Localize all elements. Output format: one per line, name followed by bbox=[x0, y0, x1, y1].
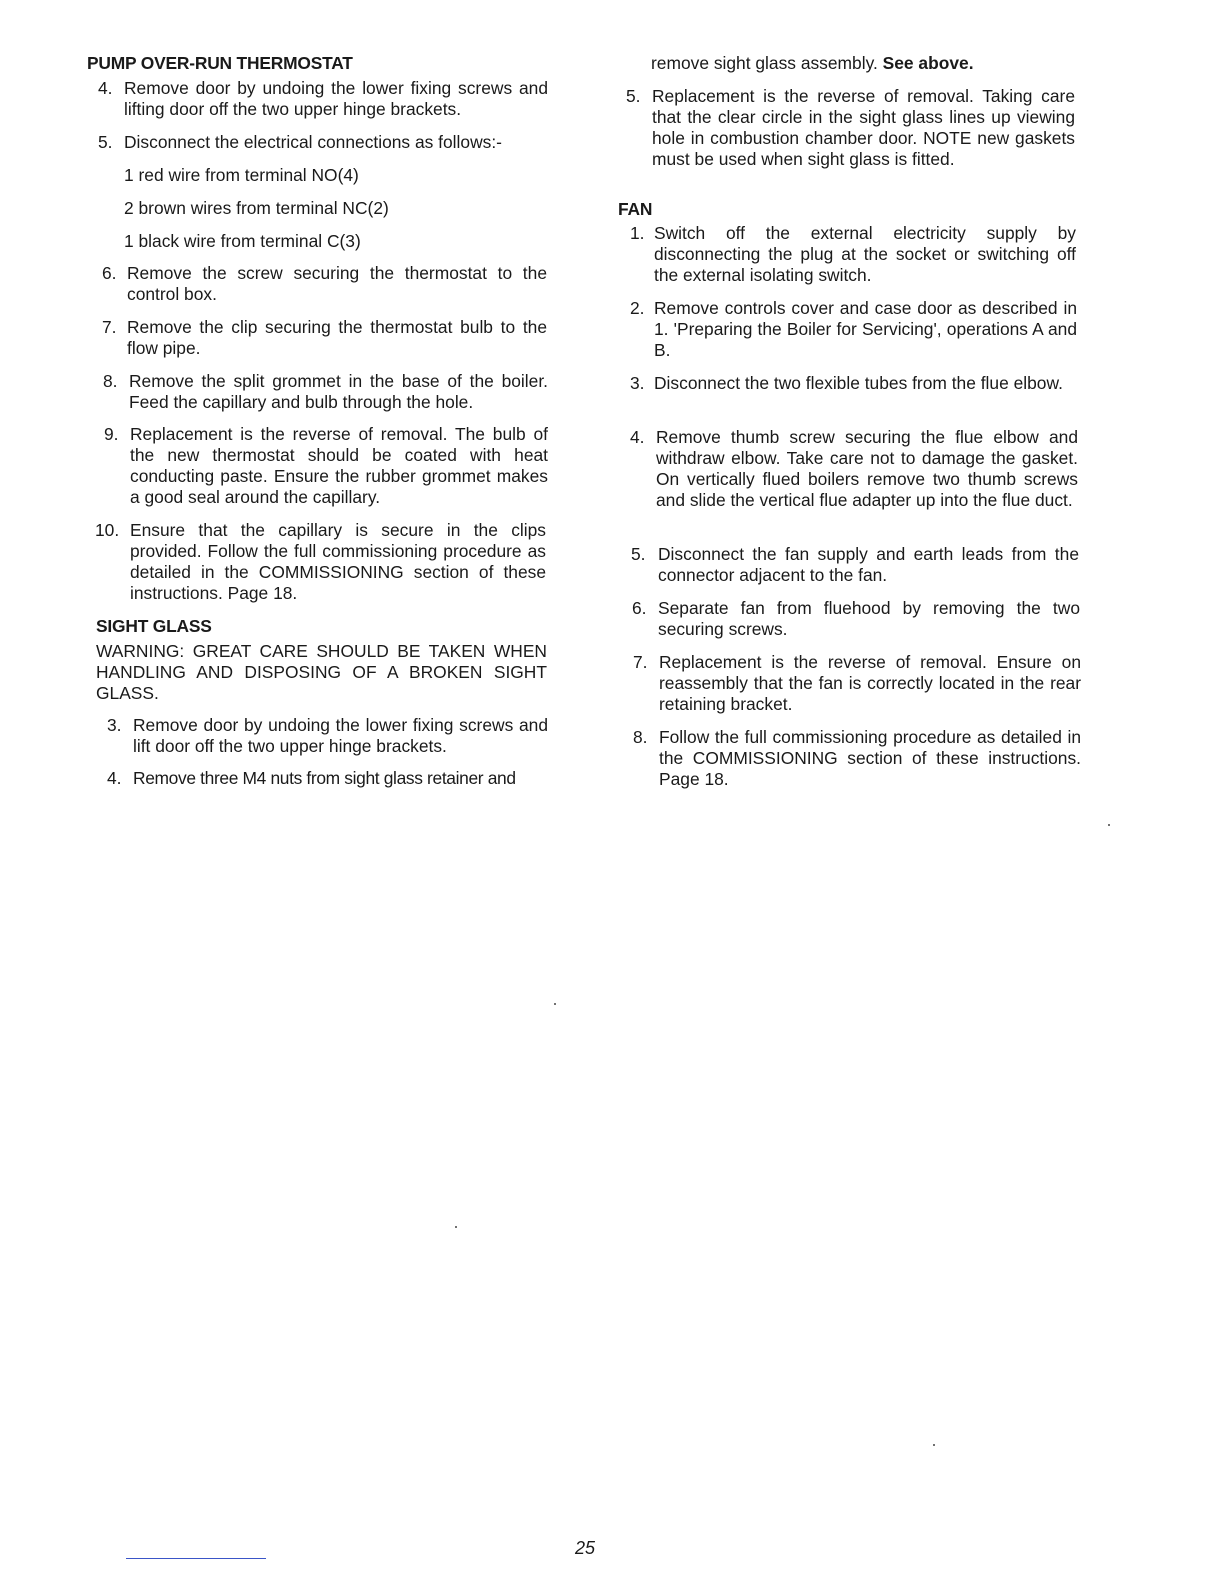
step-number: 9. bbox=[104, 424, 119, 444]
step-number: 5. bbox=[631, 544, 646, 564]
step-text: Disconnect the two flexible tubes from the flue elbow. bbox=[654, 373, 1063, 393]
step-number: 5. bbox=[626, 86, 641, 106]
step-text: Remove the split grommet in the base of the boiler. Feed the capillary and bulb through the hole. bbox=[129, 371, 548, 412]
step-text: Replacement is the reverse of removal. Taking care that the clear circle in the sight glass lines up viewing hole in combustion chamber door. NOTE new gaskets must be used when sight glass is fitted. bbox=[652, 86, 1075, 169]
step-text: Ensure that the capillary is secure in the clips provided. Follow the full commissioning procedure as detailed in the COMMISSIONING section of these instructions. Page 18. bbox=[130, 520, 546, 603]
step-number: 1. bbox=[630, 223, 645, 243]
scan-speck bbox=[1108, 824, 1110, 826]
step-text: Remove the clip securing the thermostat bulb to the flow pipe. bbox=[127, 317, 547, 358]
step-number: 4. bbox=[107, 768, 122, 788]
step-text: Remove three M4 nuts from sight glass retainer and bbox=[133, 768, 516, 788]
step-number: 7. bbox=[102, 317, 117, 337]
footer-rule bbox=[126, 1558, 266, 1559]
sight-glass-warning: WARNING: GREAT CARE SHOULD BE TAKEN WHEN HANDLING AND DISPOSING OF A BROKEN SIGHT GLASS. bbox=[96, 641, 547, 703]
wire-red: 1 red wire from terminal NO(4) bbox=[124, 165, 359, 185]
wire-black: 1 black wire from terminal C(3) bbox=[124, 231, 361, 251]
step-text: Remove door by undoing the lower fixing screws and lifting door off the two upper hinge brackets. bbox=[124, 78, 548, 119]
step-number: 6. bbox=[102, 263, 117, 283]
step-number: 3. bbox=[107, 715, 122, 735]
step-text: Disconnect the electrical connections as follows:- bbox=[124, 132, 502, 152]
step-text: Remove door by undoing the lower fixing screws and lift door off the two upper hinge brackets. bbox=[133, 715, 548, 756]
step-number: 7. bbox=[633, 652, 648, 672]
step-text: Remove the screw securing the thermostat to the control box. bbox=[127, 263, 547, 304]
step-number: 4. bbox=[630, 427, 645, 447]
scan-speck bbox=[933, 1444, 935, 1446]
page-number: 25 bbox=[575, 1538, 596, 1558]
step-text: Follow the full commissioning procedure as detailed in the COMMISSIONING section of these instructions. Page 18. bbox=[659, 727, 1081, 789]
sight-step-4-continued bbox=[651, 53, 1081, 74]
scan-speck bbox=[554, 1003, 556, 1005]
see-above-text: See above. bbox=[882, 53, 974, 73]
pump-overrun-heading: PUMP OVER-RUN THERMOSTAT bbox=[87, 53, 353, 73]
step-number: 4. bbox=[98, 78, 113, 98]
step-text: Remove controls cover and case door as described in 1. 'Preparing the Boiler for Servicing', operations A and B. bbox=[654, 298, 1077, 360]
scan-speck bbox=[455, 1226, 457, 1228]
step-number: 2. bbox=[630, 298, 645, 318]
step-number: 8. bbox=[103, 371, 118, 391]
step-number: 3. bbox=[630, 373, 645, 393]
step-number: 10. bbox=[95, 520, 120, 540]
step-number: 5. bbox=[98, 132, 113, 152]
wire-brown: 2 brown wires from terminal NC(2) bbox=[124, 198, 389, 218]
step-number: 8. bbox=[633, 727, 648, 747]
step-text: Switch off the external electricity supply by disconnecting the plug at the socket or switching off the external isolating switch. bbox=[654, 223, 1076, 285]
sight-glass-heading: SIGHT GLASS bbox=[96, 616, 212, 636]
step-number: 6. bbox=[632, 598, 647, 618]
step-text: Disconnect the fan supply and earth leads from the connector adjacent to the fan. bbox=[658, 544, 1079, 585]
step-text: Remove thumb screw securing the flue elbow and withdraw elbow. Take care not to damage the gasket. On vertically flued boilers remove two thumb screws and slide the vertical flue adapter up into the flue duct. bbox=[656, 427, 1078, 510]
step-text: Replacement is the reverse of removal. The bulb of the new thermostat should be coated with heat conducting paste. Ensure the rubber grommet makes a good seal around the capillary. bbox=[130, 424, 548, 507]
fan-heading: FAN bbox=[618, 199, 653, 219]
step-text: Replacement is the reverse of removal. Ensure on reassembly that the fan is correctly located in the rear retaining bracket. bbox=[659, 652, 1081, 714]
step-text: Separate fan from fluehood by removing the two securing screws. bbox=[658, 598, 1080, 639]
continued-text: remove sight glass assembly. bbox=[651, 53, 878, 73]
